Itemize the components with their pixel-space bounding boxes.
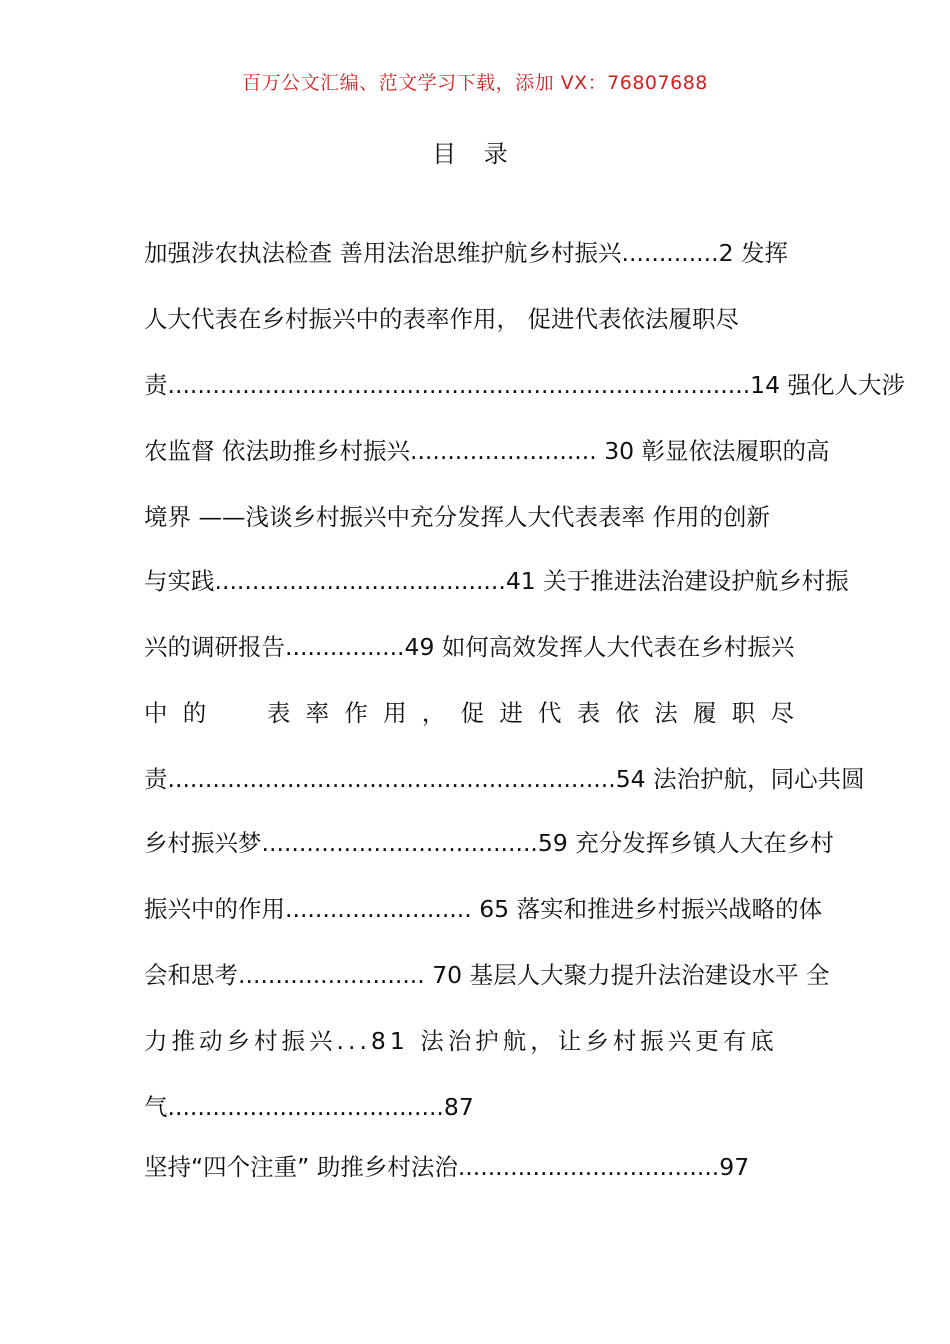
toc-line: 责..............................................................................14 强化人大涉 <box>144 371 906 399</box>
toc-char: 率 <box>305 699 330 727</box>
toc-char <box>221 696 228 730</box>
toc-char: 依 <box>615 699 640 727</box>
page-title: 目 录 <box>432 140 518 168</box>
toc-char: 用 <box>383 699 407 727</box>
toc-char: 尽 <box>770 699 794 727</box>
toc-line: 农监督 依法助推乡村振兴......................... 30 彰显依法履职的高 <box>144 437 830 465</box>
toc-char: 作 <box>344 699 368 727</box>
toc-line: 振兴中的作用......................... 65 落实和推进乡村振兴战略的体 <box>144 895 823 923</box>
toc-char: 代 <box>538 699 562 727</box>
toc-line: 境界 ——浅谈乡村振兴中充分发挥人大代表表率 作用的创新 <box>144 503 770 531</box>
toc-char: 的 <box>182 699 207 727</box>
toc-char: 法 <box>654 699 678 727</box>
toc-line: 会和思考......................... 70 基层人大聚力提升法治建设水平 全 <box>144 961 830 989</box>
toc-line: 加强涉农执法检查 善用法治思维护航乡村振兴.............2 发挥 <box>144 239 789 267</box>
toc-char: 中 <box>144 699 168 727</box>
toc-line: 坚持“四个注重” 助推乡村法治...................................97 <box>144 1153 750 1181</box>
toc-char: 促 <box>460 699 485 727</box>
toc-line: 力推动乡村振兴...81 法治护航，让乡村振兴更有底 <box>144 1027 778 1055</box>
toc-char: 表 <box>576 699 601 727</box>
toc-char: 进 <box>499 699 523 727</box>
header-banner: 百万公文汇编、范文学习下载，添加 VX：76807688 <box>242 72 708 94</box>
toc-line-justified <box>144 696 794 730</box>
toc-line: 兴的调研报告................49 如何高效发挥人大代表在乡村振兴 <box>144 633 795 661</box>
toc-char: 履 <box>692 699 717 727</box>
toc-line: 责............................................................54 法治护航，同心共圆 <box>144 765 865 793</box>
toc-char: 表 <box>266 699 291 727</box>
toc-line: 与实践.......................................41 关于推进法治建设护航乡村振 <box>144 567 849 595</box>
toc-char <box>244 696 251 730</box>
toc-char: 职 <box>731 699 756 727</box>
toc-char: ， <box>421 699 446 727</box>
toc-line: 气.....................................87 <box>144 1093 474 1121</box>
toc-line: 人大代表在乡村振兴中的表率作用， 促进代表依法履职尽 <box>144 305 739 333</box>
toc-line: 乡村振兴梦.....................................59 充分发挥乡镇人大在乡村 <box>144 829 834 857</box>
